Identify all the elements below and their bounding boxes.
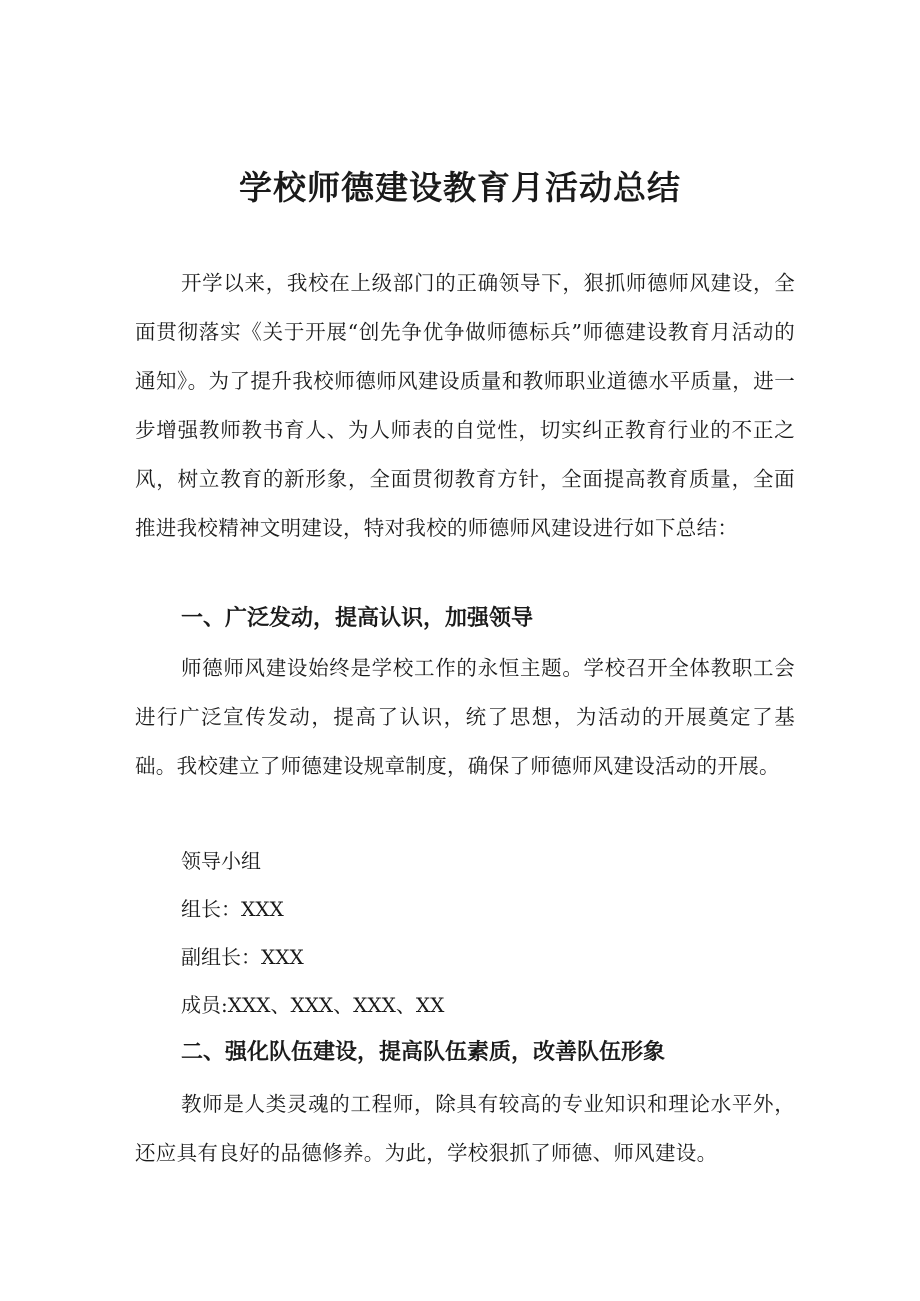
- document-title: 学校师德建设教育月活动总结: [239, 168, 681, 207]
- section1-heading: 一、广泛发动，提高认识，加强领导: [181, 606, 534, 631]
- section2-paragraph: 教师是人类灵魂的工程师，除具有较高的专业知识和理论水平外，还应具有良好的品德修养。为此，学校狠抓了师德、师风建设。: [135, 1092, 795, 1165]
- deputy-leader-line: 副组长：XXX: [181, 945, 304, 969]
- section1-paragraph: 师德师风建设始终是学校工作的永恒主题。学校召开全体教职工会进行广泛宣传发动，提高了认识，统了思想，为活动的开展奠定了基础。我校建立了师德建设规章制度，确保了师德师风建设活动的开展。: [135, 656, 795, 778]
- section2-heading: 二、强化队伍建设，提高队伍素质，改善队伍形象: [181, 1040, 666, 1065]
- members-line: 成员:XXX、XXX、XXX、XX: [181, 993, 445, 1017]
- group-leader-line: 组长：XXX: [181, 897, 284, 921]
- intro-paragraph: 开学以来，我校在上级部门的正确领导下，狠抓师德师风建设，全面贯彻落实《关于开展“创先争优争做师德标兵”师德建设教育月活动的通知》。为了提升我校师德师风建设质量和教师职业道德水平质量，进一步增强教师教书育人、为人师表的自觉性，切实纠正教育行业的不正之风，树立教育的新形象，全面贯彻教育方针，全面提高教育质量，全面推进我校精神文明建设，特对我校的师德师风建设进行如下总结：: [135, 271, 795, 540]
- leadership-group-title: 领导小组: [181, 849, 261, 873]
